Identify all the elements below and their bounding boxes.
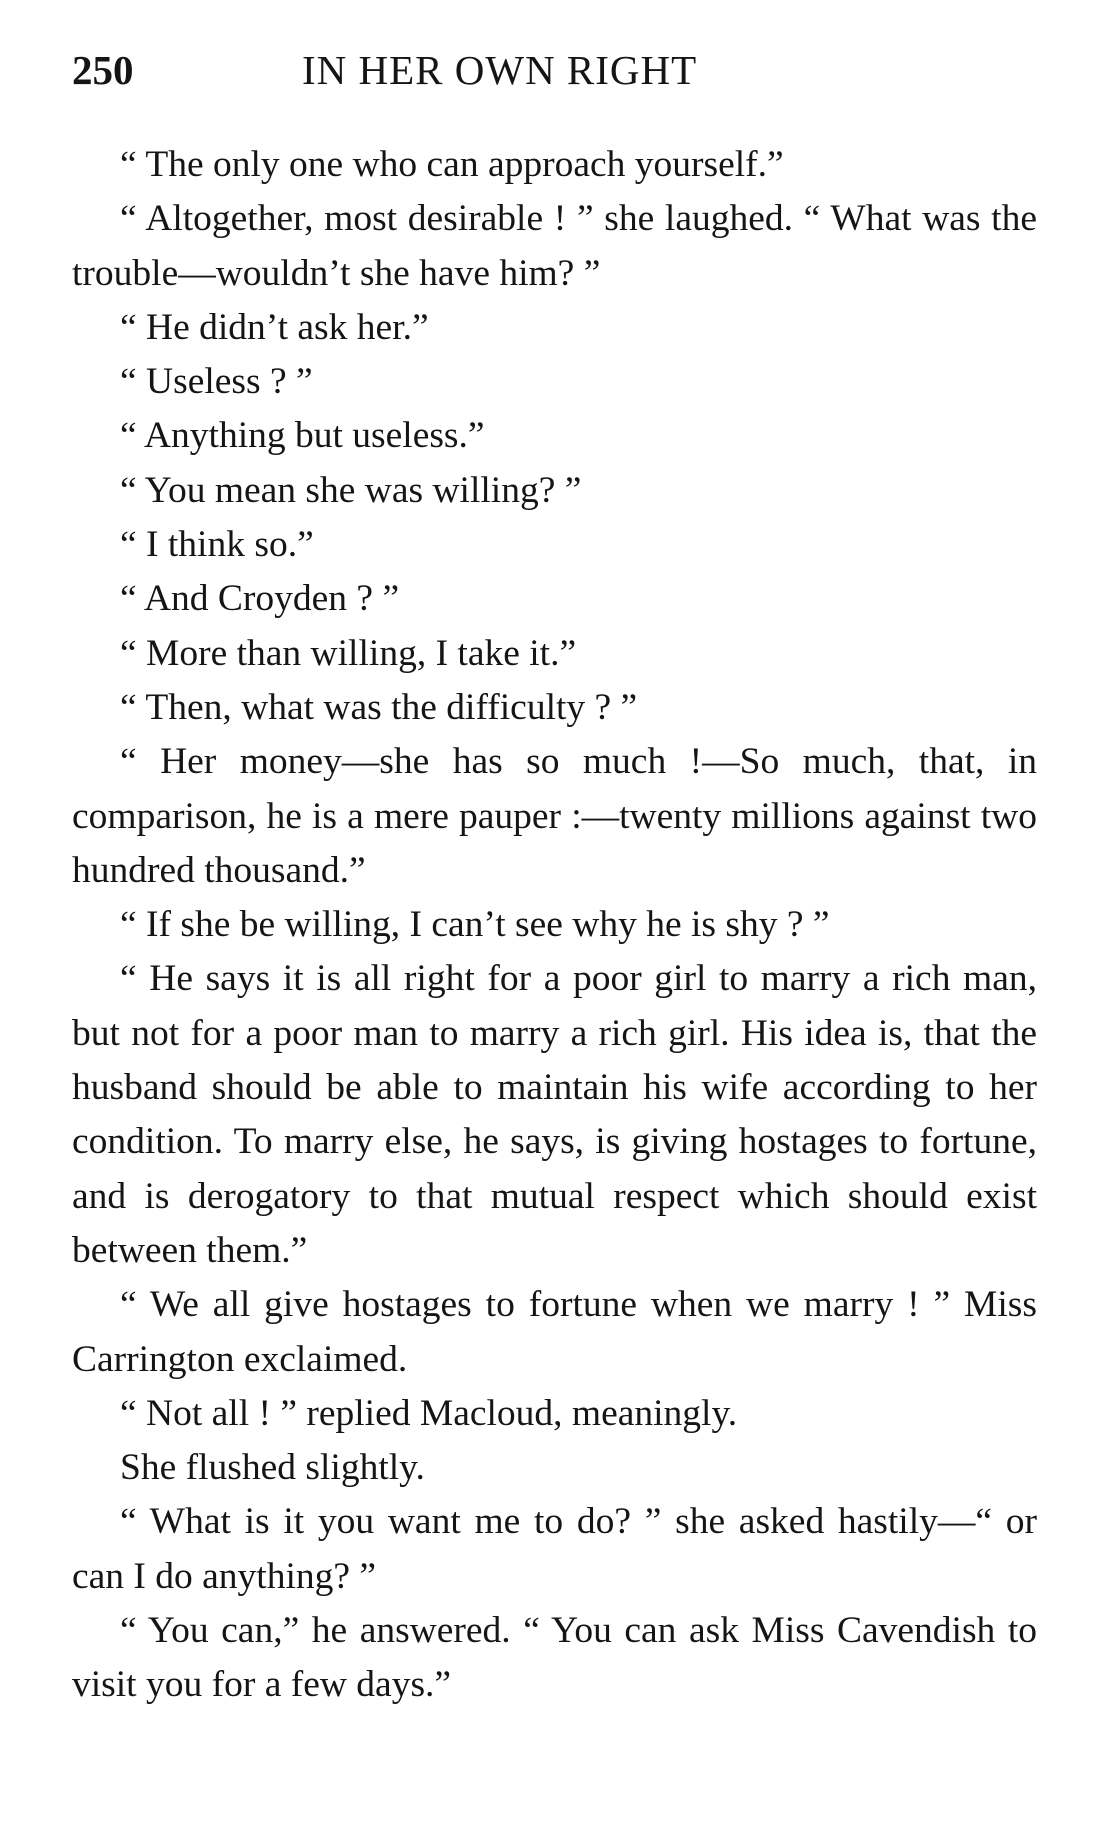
paragraph: She flushed slightly. — [120, 1447, 425, 1489]
paragraph: “ He says it is all right for a poor girl to marry a rich man, but not for a poor man to marry a rich girl. His idea is, that the husband should be able to maintain his wife according to her condition. To marry else, he says, is giving hostages to fortune, and is derogatory to that mutual respect which should exist between them.” — [72, 958, 1037, 1271]
running-head — [72, 40, 1032, 100]
paragraph: “ We all give hostages to fortune when we marry ! ” Miss Carrington exclaimed. — [72, 1284, 1037, 1380]
running-title: IN HER OWN RIGHT — [302, 47, 698, 93]
paragraph: “ Then, what was the difficulty ? ” — [120, 686, 638, 728]
paragraph: “ If she be willing, I can’t see why he is shy ? ” — [120, 904, 830, 946]
paragraph: “ You can,” he answered. “ You can ask Miss Cavendish to visit you for a few days.” — [72, 1610, 1037, 1706]
paragraph: “ The only one who can approach yourself.” — [120, 144, 784, 185]
paragraph: “ Her money—she has so much !—So much, that, in comparison, he is a mere pauper :—twenty millions against two hundred thousand.” — [72, 741, 1037, 891]
paragraph: “ More than willing, I take it.” — [120, 632, 577, 674]
paragraph: “ Anything but useless.” — [120, 415, 485, 457]
paragraph: “ Altogether, most desirable ! ” she laughed. “ What was the trouble—wouldn’t she have him? ” — [72, 198, 1037, 294]
paragraph: “ Useless ? ” — [120, 361, 313, 403]
paragraph: “ What is it you want me to do? ” she asked hastily—“ or can I do anything? ” — [72, 1501, 1037, 1597]
paragraph: “ He didn’t ask her.” — [120, 306, 429, 348]
body-text — [72, 138, 1037, 1713]
paragraph: “ I think so.” — [120, 524, 314, 566]
paragraph: “ And Croyden ? ” — [120, 578, 400, 620]
paragraph: “ Not all ! ” replied Macloud, meaningly. — [120, 1392, 738, 1434]
page-number: 250 — [72, 47, 134, 93]
paragraph: “ You mean she was willing? ” — [120, 469, 582, 511]
